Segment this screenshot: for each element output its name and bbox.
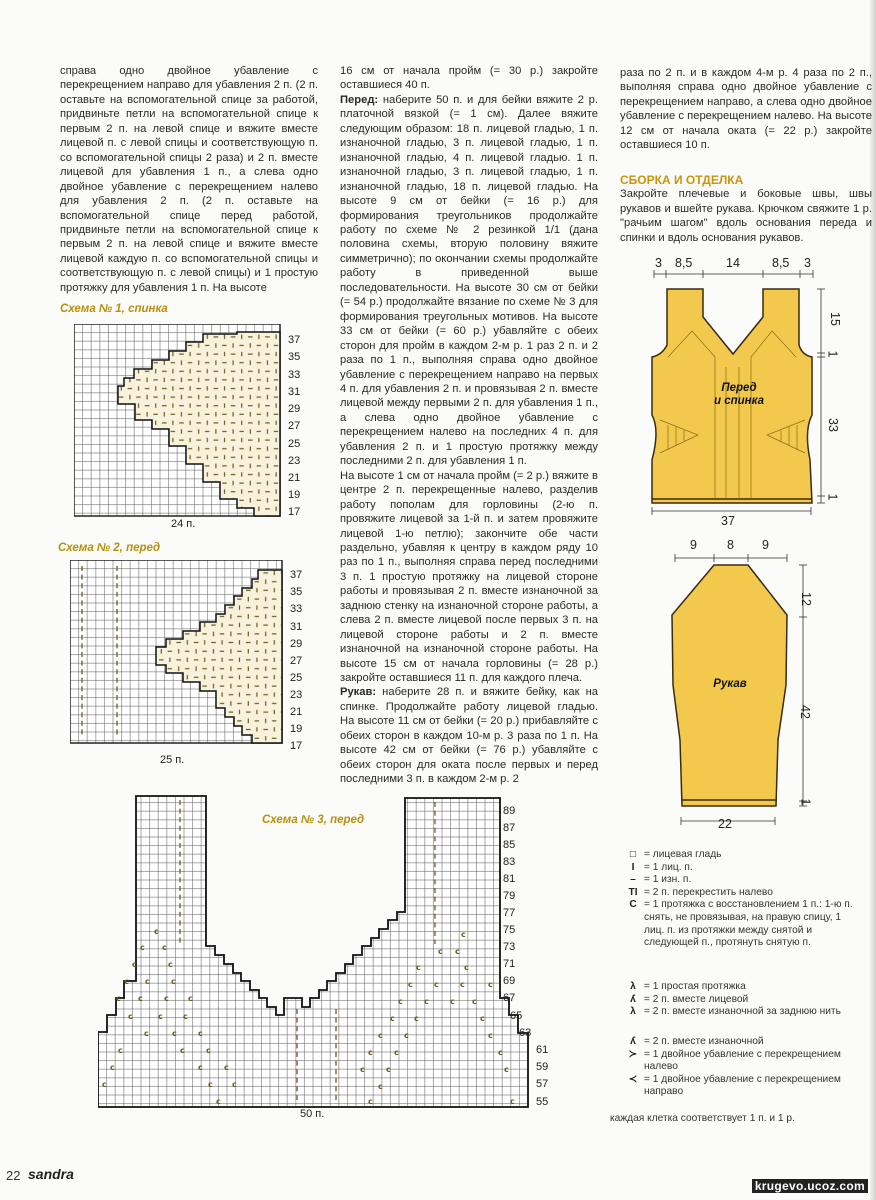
paragraph: раза по 2 п. и в каждом 4-м р. 4 раза по 2 п., выполняя справа одно двойное убавление с перекрещением направо, а слева одно двойное убавление с перекрещением налево. На высоте 12 см от начала оката (= 22 р.) закройте оставшиеся 10 п. bbox=[620, 67, 872, 152]
svg-text:c: c bbox=[438, 947, 443, 956]
sleeve-dim-side-3: 1 bbox=[798, 798, 813, 806]
svg-text:c: c bbox=[398, 997, 403, 1006]
scheme3-row-79: 79 bbox=[503, 890, 516, 902]
dim-bottom: 37 bbox=[721, 514, 735, 528]
svg-text:c: c bbox=[206, 1046, 211, 1055]
svg-text:c: c bbox=[414, 1014, 419, 1023]
svg-text:c: c bbox=[416, 963, 421, 972]
scheme1-row-33: 33 bbox=[288, 369, 301, 381]
text-column-1 bbox=[60, 64, 318, 295]
svg-text:c: c bbox=[461, 930, 466, 939]
scheme1-row-29: 29 bbox=[288, 403, 301, 415]
dim-top-5: 3 bbox=[804, 256, 811, 270]
scheme2-row-17: 17 bbox=[290, 740, 303, 752]
paragraph: справа одно двойное убавление с перекрещением направо для убавления 2 п. (2 п. оставьте на вспомогательной спице за работой, придвиньте петли на вспомогательной спице к первым 2 п. на левой спице и вяжите вместе лицевой п. с левой спицы и соответствующую п. со вспомогательной спицы 2 раза) и 2 п. вместе лицевой для убавления 1 п., а слева одно двойное убавление с перекрещением налево для убавления 2 п. (2 п. оставьте на вспомогательной спице перед работой, придвиньте петли на вспомогательной спице к первым 2 п. на левой спице и вяжите вместе лицевой каждую п. со вспомогательной спицы и соответствующую п. с левой спицы) и 1 простую протяжку для убавления 1 п. На высоте bbox=[60, 65, 318, 294]
svg-text:c: c bbox=[510, 1097, 515, 1106]
scheme3-row-59: 59 bbox=[536, 1061, 549, 1073]
scheme3-width-label: 50 п. bbox=[300, 1108, 325, 1120]
svg-text:c: c bbox=[116, 994, 121, 1003]
sleeve-dim-side-2: 42 bbox=[797, 705, 812, 719]
svg-text:c: c bbox=[480, 1014, 485, 1023]
restore-slip-icon: C bbox=[629, 899, 637, 911]
svg-text:c: c bbox=[368, 1097, 373, 1106]
paragraph-sleeve: Рукав: наберите 28 п. и вяжите бейку, как на спинке. Продолжайте работу лицевой гладью. На высоте 11 см от бейки (= 20 р.) прибавляйте с обеих сторон в каждом 10-м р. 3 раза по 1 п. На высоте 42 см от бейки (= 76 р.) убавляйте с обеих сторон для оката после первых и перед последними 3 п. в каждом 2-м р. 2 bbox=[340, 686, 598, 786]
scheme2-width-label: 25 п. bbox=[160, 754, 185, 766]
dim-top-3: 14 bbox=[726, 256, 740, 270]
scheme1-row-21: 21 bbox=[288, 472, 301, 484]
paragraph: 16 см от начала пройм (= 30 р.) закройте оставшиеся 40 п. bbox=[340, 65, 598, 92]
svg-text:c: c bbox=[162, 943, 167, 952]
watermark: krugevo.ucoz.com bbox=[752, 1179, 868, 1193]
scheme3-row-71: 71 bbox=[503, 958, 516, 970]
svg-text:c: c bbox=[216, 1097, 221, 1106]
svg-text:c: c bbox=[154, 927, 159, 936]
legend-item: λ = 2 п. вместе изнаночной за заднюю нить bbox=[622, 1006, 862, 1019]
scheme1-row-19: 19 bbox=[288, 489, 301, 501]
scheme3-row-73: 73 bbox=[503, 941, 516, 953]
text-column-3 bbox=[620, 66, 872, 245]
scheme3-row-61: 61 bbox=[536, 1044, 549, 1056]
paragraph-front: Перед: наберите 50 п. и для бейки вяжите 2 р. платочной вязкой (= 1 см). Далее вяжите следующим образом: 18 п. лицевой гладью, 1 п. изнаночной гладью, 3 п. лицевой гладью, 1 п. изнаночной гладью, 4 п. лицевой гладью. 1 п. изнаночной гладью, 3 п. лицевой гладью, 1 п. изнаночной гладью, 18 п. лицевой гладью. На высоте 9 см от бейки (= 16 р.) для формирования треугольников продолжайте работу по схеме № 2 резинкой 1/1 (дана половина схемы, вторую половину вяжите симметрично); по окончании схемы продолжайте работу в приведенной выше последовательности. На высоте 30 см от бейки (= 54 р.) продолжайте вязание по схеме № 3 для формирования треугольных мотивов. На высоте 33 см от бейки (= 60 р.) убавляйте с обеих сторон для пройм в каждом 2-м р. 1 раз 2 п. и 2 раза по 1 п., выполняя справа одно двойное убавление с перекрещением направо на первых 4 п. для убавления 2 п. и провязывая 2 п. вместе лицевой между первыми 2 п. для убавления 1 п., а слева одно двойное убавление с перекрещением налево на последних 4 п. для убавления 2 п. и 1 простую протяжку между последними 2 п. для убавления 1 п. bbox=[340, 93, 598, 468]
k2tog-icon: ʎ bbox=[630, 993, 636, 1005]
scheme1-row-27: 27 bbox=[288, 420, 301, 432]
scheme2-row-19: 19 bbox=[290, 723, 303, 735]
svg-text:c: c bbox=[232, 1080, 237, 1089]
legend-note: каждая клетка соответствует 1 п. и 1 р. bbox=[610, 1113, 795, 1124]
scheme3-row-55: 55 bbox=[536, 1096, 549, 1108]
double-dec-left-icon: ≻ bbox=[628, 1048, 638, 1060]
svg-text:c: c bbox=[408, 980, 413, 989]
scheme1-row-17: 17 bbox=[288, 506, 301, 518]
section-title-assembly: СБОРКА И ОТДЕЛКА bbox=[620, 172, 744, 187]
svg-text:c: c bbox=[460, 980, 465, 989]
svg-text:c: c bbox=[360, 1065, 365, 1074]
legend-item: □ = лицевая гладь bbox=[622, 849, 862, 862]
svg-text:c: c bbox=[124, 977, 129, 986]
scheme2-row-35: 35 bbox=[290, 586, 303, 598]
svg-text:c: c bbox=[390, 1014, 395, 1023]
svg-text:c: c bbox=[368, 1048, 373, 1057]
legend-item: ʎ = 2 п. вместе изнаночной bbox=[622, 1036, 862, 1049]
svg-text:c: c bbox=[488, 1031, 493, 1040]
svg-text:c: c bbox=[144, 1029, 149, 1038]
svg-text:c: c bbox=[378, 1082, 383, 1091]
scheme3-row-81: 81 bbox=[503, 873, 516, 885]
purl-icon: – bbox=[630, 874, 636, 886]
scheme3-row-89: 89 bbox=[503, 805, 516, 817]
legend-group-3 bbox=[622, 1036, 862, 1099]
p2tog-icon: ʎ bbox=[630, 1036, 636, 1047]
sleeve-dim-top-3: 9 bbox=[762, 538, 769, 552]
svg-text:c: c bbox=[386, 1065, 391, 1074]
paragraph: На высоте 1 см от начала пройм (= 2 р.) вяжите в центре 2 п. перекрещенные налево, разделив работу пополам для горловины (2-ю п. провяжите лицевой за 1-й п. и затем провяжите лицевой 1-ю петлю); закончите обе части раздельно, убавляя к центру в каждом ряду 10 раз по 1 п., выполняя справа перед последними 3 п. 1 простую протяжку на лицевой стороне работы и провязывая 2 п. вместе изнаночной за заднюю стенку на изнаночной стороне работы, а слева 2 п. вместе лицевой после первых 3 п. на лицевой стороне работы и 2 п. вместе изнаночной на изнаночной стороне работы. На высоте 15 см от начала горловины (= 28 р.) закройте оставшиеся 11 п. для каждого плеча. bbox=[340, 469, 598, 685]
legend-item: C = 1 протяжка с восстановлением 1 п.: 1-ю п. снять, не провязывая, на правую спицу, 1 лиц. п. из протяжки между снятой и следующей п., протянуть снятую п. bbox=[622, 899, 862, 949]
sleeve-dim-top-2: 8 bbox=[727, 538, 734, 552]
svg-text:c: c bbox=[188, 994, 193, 1003]
scheme2-row-31: 31 bbox=[290, 621, 303, 633]
scheme3-row-83: 83 bbox=[503, 856, 516, 868]
svg-text:c: c bbox=[180, 1046, 185, 1055]
scheme3-row-69: 69 bbox=[503, 975, 516, 987]
dim-side-1: 15 bbox=[827, 312, 842, 326]
svg-text:c: c bbox=[128, 1012, 133, 1021]
legend-item: λ = 1 простая протяжка bbox=[622, 981, 862, 994]
text-column-2 bbox=[340, 64, 598, 787]
svg-text:c: c bbox=[132, 960, 137, 969]
svg-text:c: c bbox=[498, 1048, 503, 1057]
scheme2-row-27: 27 bbox=[290, 655, 303, 667]
scheme3-row-65: 65 bbox=[510, 1010, 523, 1022]
legend-item: ≻ = 1 двойное убавление с перекрещением налево bbox=[622, 1049, 862, 1074]
svg-text:c: c bbox=[145, 977, 150, 986]
svg-text:c: c bbox=[171, 977, 176, 986]
scheme3-title: Схема № 3, перед bbox=[262, 814, 365, 826]
knit-icon: I bbox=[631, 861, 635, 873]
paragraph: Закройте плечевые и боковые швы, швы рукавов и вшейте рукава. Крючком свяжите 1 р. "рачьим шагом" вдоль основания переда и спинки и вдоль основания рукавов. bbox=[620, 188, 872, 244]
dim-side-4: 1 bbox=[825, 493, 840, 501]
svg-text:c: c bbox=[488, 980, 493, 989]
scheme1-chart bbox=[74, 324, 286, 519]
scheme3-chart bbox=[98, 794, 530, 1114]
front-back-label: Перед и спинка bbox=[714, 382, 764, 407]
scheme2-row-37: 37 bbox=[290, 569, 303, 581]
sleeve-dim-top-1: 9 bbox=[690, 538, 697, 552]
scheme2-row-25: 25 bbox=[290, 672, 303, 684]
scheme2-row-21: 21 bbox=[290, 706, 303, 718]
svg-text:c: c bbox=[183, 1012, 188, 1021]
dim-side-3: 33 bbox=[825, 418, 840, 432]
scheme1-width-label: 24 п. bbox=[171, 518, 196, 530]
scheme1-title: Схема № 1, спинка bbox=[60, 303, 168, 315]
sleeve-dim-side-1: 12 bbox=[798, 592, 813, 606]
svg-text:c: c bbox=[110, 1063, 115, 1072]
page-number: 22 bbox=[6, 1168, 21, 1183]
simple-slip-icon: λ bbox=[630, 981, 636, 992]
dim-top-4: 8,5 bbox=[772, 256, 790, 270]
svg-text:c: c bbox=[158, 1012, 163, 1021]
scheme2-row-33: 33 bbox=[290, 603, 303, 615]
scheme2-chart bbox=[70, 560, 290, 744]
svg-text:c: c bbox=[118, 1046, 123, 1055]
scheme1-row-25: 25 bbox=[288, 438, 301, 450]
scheme1-row-35: 35 bbox=[288, 351, 301, 363]
scheme3-row-67: 67 bbox=[503, 992, 516, 1004]
sleeve-dim-bottom: 22 bbox=[718, 817, 732, 831]
scheme3-row-85: 85 bbox=[503, 839, 516, 851]
scheme3-row-75: 75 bbox=[503, 924, 516, 936]
scheme2-title: Схема № 2, перед bbox=[58, 542, 161, 554]
sleeve-heading: Рукав: bbox=[340, 686, 377, 699]
legend-item: ΤΙ = 2 п. перекрестить налево bbox=[622, 887, 862, 900]
scheme1-row-31: 31 bbox=[288, 386, 301, 398]
sleeve-label: Рукав bbox=[713, 678, 747, 690]
svg-text:c: c bbox=[138, 994, 143, 1003]
legend-item: ≺ = 1 двойное убавление с перекрещением направо bbox=[622, 1074, 862, 1099]
scheme3-row-87: 87 bbox=[503, 822, 516, 834]
svg-text:c: c bbox=[464, 963, 469, 972]
legend-item: ʎ = 2 п. вместе лицевой bbox=[622, 994, 862, 1007]
dim-top-2: 8,5 bbox=[675, 256, 693, 270]
scheme3-row-63: 63 bbox=[519, 1027, 532, 1039]
legend-group-2 bbox=[622, 981, 862, 1019]
svg-text:c: c bbox=[394, 1048, 399, 1057]
knit-stitch-icon: □ bbox=[629, 849, 637, 860]
svg-text:c: c bbox=[455, 947, 460, 956]
scheme3-row-57: 57 bbox=[536, 1078, 549, 1090]
svg-text:c: c bbox=[198, 1029, 203, 1038]
svg-text:c: c bbox=[224, 1063, 229, 1072]
svg-text:c: c bbox=[472, 997, 477, 1006]
svg-text:c: c bbox=[434, 980, 439, 989]
svg-text:c: c bbox=[208, 1080, 213, 1089]
svg-text:c: c bbox=[404, 1031, 409, 1040]
svg-text:c: c bbox=[504, 1065, 509, 1074]
svg-text:c: c bbox=[140, 943, 145, 952]
p2tog-tbl-icon: λ bbox=[630, 1006, 636, 1018]
dim-side-2: 1 bbox=[825, 350, 840, 358]
magazine-brand: sandra bbox=[28, 1166, 74, 1182]
legend-item: – = 1 изн. п. bbox=[622, 874, 862, 887]
svg-text:c: c bbox=[378, 1031, 383, 1040]
front-heading: Перед: bbox=[340, 93, 379, 106]
svg-text:c: c bbox=[102, 1080, 107, 1089]
svg-text:c: c bbox=[168, 960, 173, 969]
scheme2-row-23: 23 bbox=[290, 689, 303, 701]
scheme3-row-77: 77 bbox=[503, 907, 516, 919]
double-dec-right-icon: ≺ bbox=[628, 1073, 638, 1085]
legend-group-1 bbox=[622, 849, 862, 950]
scheme2-row-29: 29 bbox=[290, 638, 303, 650]
svg-text:c: c bbox=[450, 997, 455, 1006]
svg-text:c: c bbox=[172, 1029, 177, 1038]
scheme1-row-37: 37 bbox=[288, 334, 301, 346]
svg-text:c: c bbox=[164, 994, 169, 1003]
dim-top-1: 3 bbox=[655, 256, 662, 270]
svg-text:c: c bbox=[424, 997, 429, 1006]
scheme1-row-23: 23 bbox=[288, 455, 301, 467]
svg-text:c: c bbox=[198, 1063, 203, 1072]
cross-left-icon: ΤΙ bbox=[628, 886, 638, 898]
legend-item: I = 1 лиц. п. bbox=[622, 862, 862, 875]
